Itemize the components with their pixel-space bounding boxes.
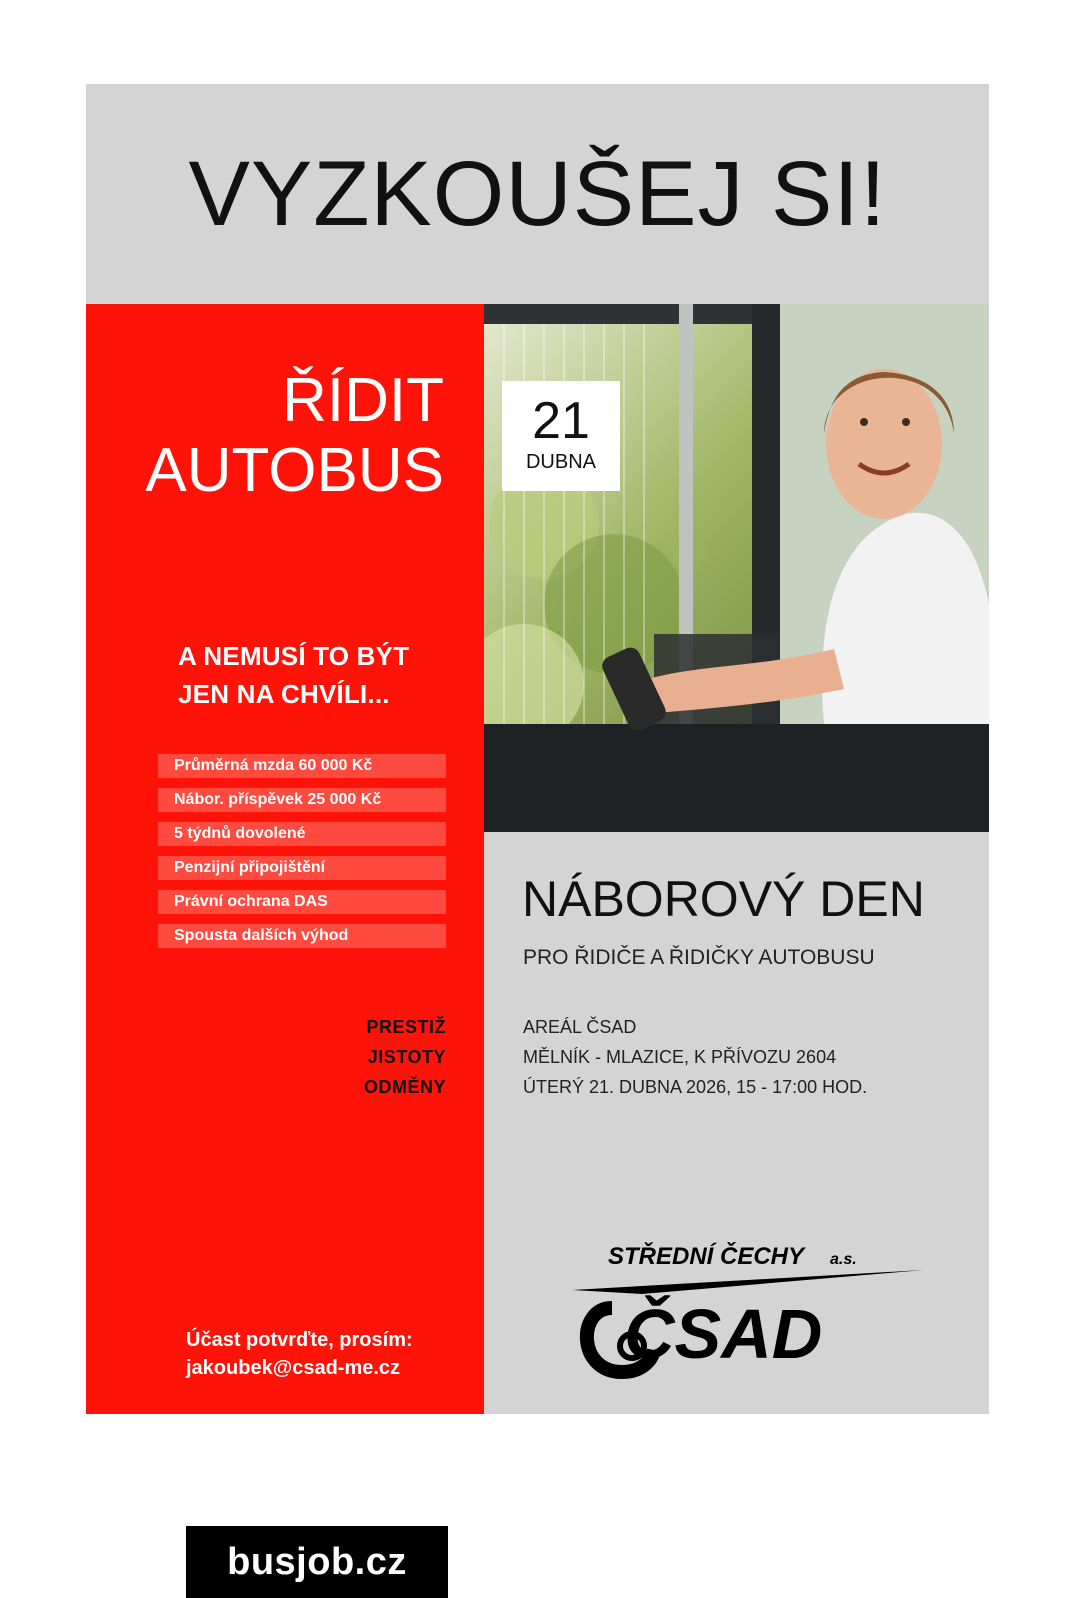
rsvp-block — [186, 1326, 413, 1382]
logo-mark-text: ČSAD — [624, 1295, 823, 1373]
tagline-line2: JEN NA CHVÍLI... — [178, 679, 390, 709]
event-address: MĚLNÍK - MLAZICE, K PŘÍVOZU 2604 — [523, 1047, 837, 1067]
benefit-item: Právní ochrana DAS — [158, 890, 446, 914]
website-link[interactable]: busjob.cz — [186, 1526, 448, 1598]
value-item: PRESTIŽ — [366, 1017, 446, 1037]
logo-suffix-text: a.s. — [830, 1251, 857, 1268]
event-title: NÁBOROVÝ DEN — [522, 871, 925, 927]
csad-logo — [572, 1232, 932, 1387]
date-badge — [502, 381, 620, 491]
benefit-item: Penzijní připojištění — [158, 856, 446, 880]
red-column — [86, 304, 484, 1583]
rsvp-email-link[interactable]: jakoubek@csad-me.cz — [186, 1357, 401, 1379]
benefits-list — [158, 754, 446, 958]
drive-bus-title — [145, 366, 444, 506]
event-venue: AREÁL ČSAD — [523, 1017, 637, 1037]
drive-title-line2: AUTOBUS — [145, 436, 444, 505]
values-list — [364, 1012, 446, 1102]
tagline-line1: A NEMUSÍ TO BÝT — [178, 641, 410, 671]
tagline — [178, 637, 409, 713]
logo-top-text: STŘEDNÍ ČECHY — [608, 1243, 805, 1270]
benefit-item: Nábor. příspěvek 25 000 Kč — [158, 788, 446, 812]
value-item: JISTOTY — [367, 1047, 446, 1067]
headline: VYZKOUŠEJ SI! — [188, 142, 887, 245]
date-month: DUBNA — [525, 451, 596, 473]
drive-title-line1: ŘÍDIT — [282, 366, 444, 435]
benefit-item: Spousta dalších výhod — [158, 924, 446, 948]
event-subtitle: PRO ŘIDIČE A ŘIDIČKY AUTOBUSU — [523, 946, 875, 969]
recruitment-poster — [86, 84, 989, 1583]
benefit-item: Průměrná mzda 60 000 Kč — [158, 754, 446, 778]
benefit-item: 5 týdnů dovolené — [158, 822, 446, 846]
event-datetime: ÚTERÝ 21. DUBNA 2026, 15 - 17:00 HOD. — [523, 1077, 868, 1097]
date-day: 21 — [532, 392, 590, 450]
value-item: ODMĚNY — [363, 1077, 446, 1097]
event-details — [523, 1012, 867, 1102]
rsvp-text: Účast potvrďte, prosím: — [186, 1329, 413, 1351]
